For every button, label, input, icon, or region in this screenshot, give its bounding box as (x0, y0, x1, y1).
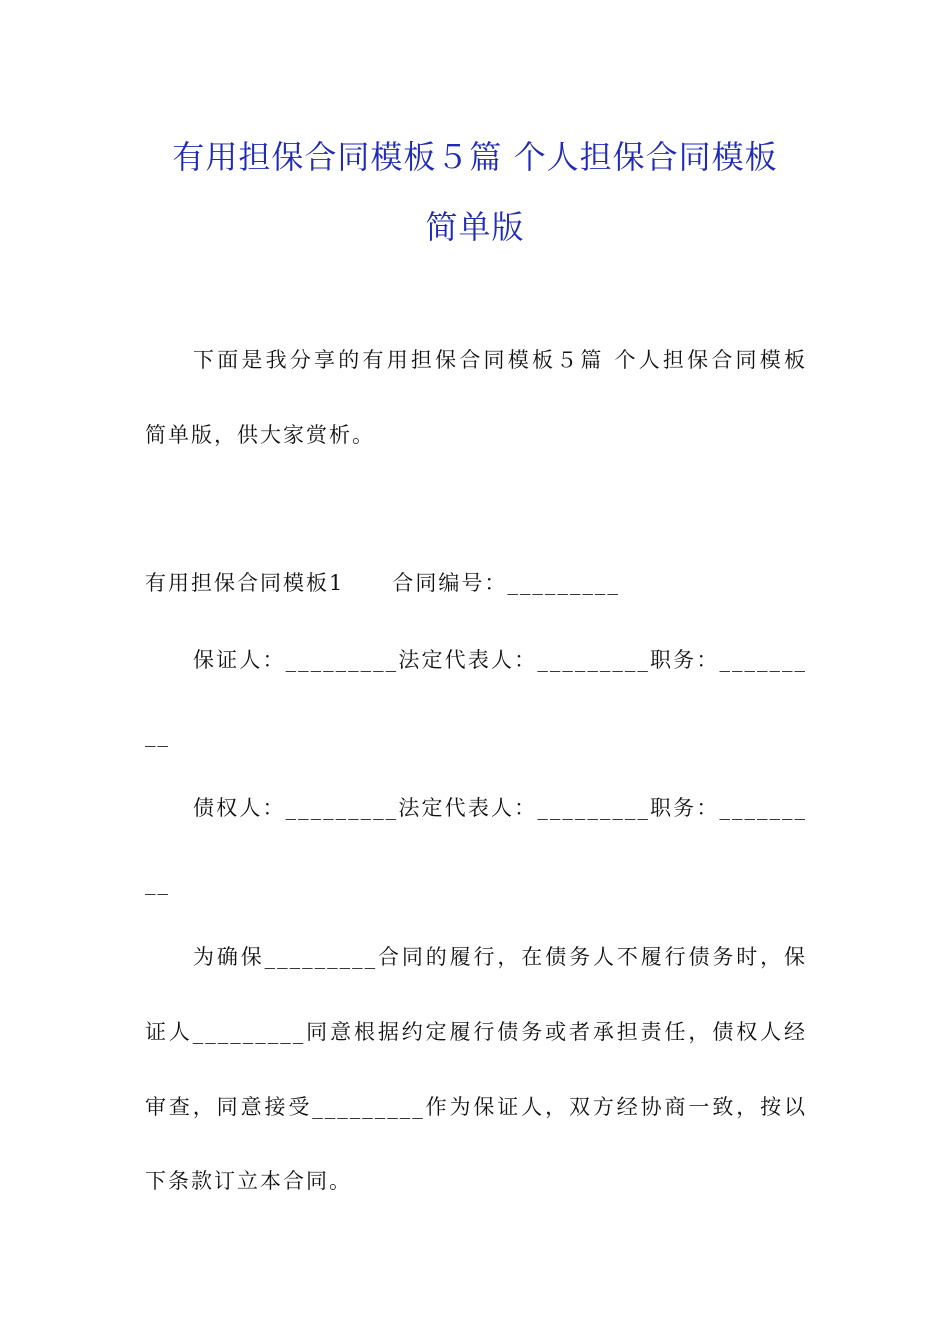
creditor-line-1: 债权人：_________法定代表人：_________职务：_______ (193, 796, 807, 820)
body-line-3: 审查，同意接受_________作为保证人，双方经协商一致，按以 (145, 1095, 807, 1119)
template-1-heading-row (145, 568, 807, 598)
contract-number: 合同编号：_________ (392, 571, 620, 595)
intro-line-1: 下面是我分享的有用担保合同模板５篇 个人担保合同模板 (193, 348, 807, 372)
document-title-line-2: 简单版 (425, 208, 525, 246)
creditor-line-2: __ (145, 871, 170, 895)
intro-line-2: 简单版，供大家赏析。 (145, 423, 375, 447)
body-line-4: 下条款订立本合同。 (145, 1169, 352, 1193)
body-line-1: 为确保_________合同的履行，在债务人不履行债务时，保 (193, 945, 807, 969)
document-title-line-1: 有用担保合同模板５篇 个人担保合同模板 (172, 138, 778, 176)
template-1-heading: 有用担保合同模板1 (145, 571, 345, 595)
guarantor-line-1: 保证人：_________法定代表人：_________职务：_______ (193, 648, 807, 672)
guarantor-line-2: __ (145, 723, 170, 747)
body-line-2: 证人_________同意根据约定履行债务或者承担责任，债权人经 (145, 1020, 807, 1044)
